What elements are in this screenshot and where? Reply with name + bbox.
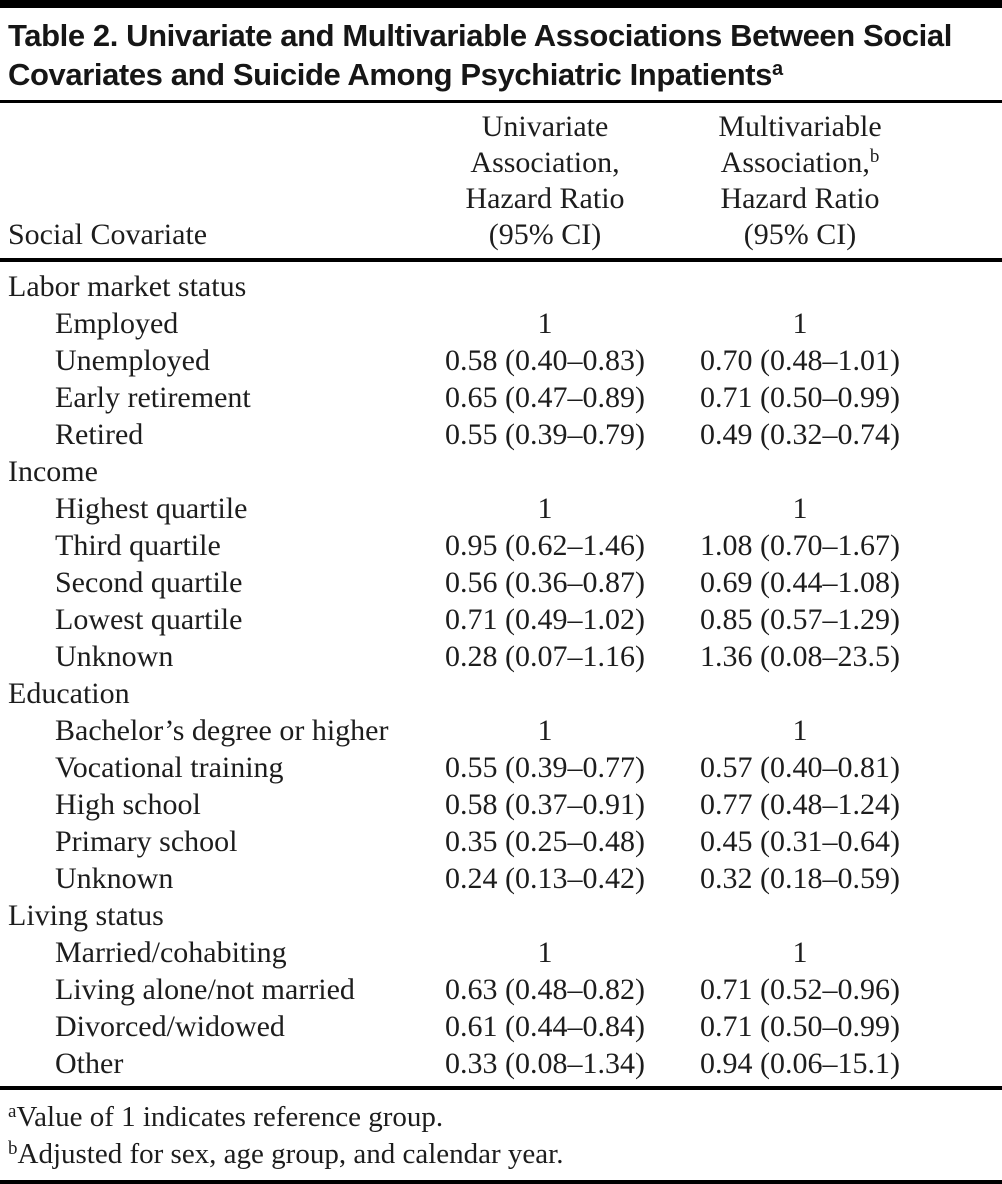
header-univariate-line: Association, (470, 146, 620, 179)
multivariable-value (670, 897, 930, 934)
table-row (0, 601, 1002, 638)
table-row (0, 490, 1002, 527)
footnote-a-text: Value of 1 indicates reference group. (16, 1101, 444, 1133)
header-multivariable-line: (95% CI) (743, 218, 857, 251)
table-row (0, 342, 1002, 379)
univariate-value: 0.58 (0.40–0.83) (445, 344, 645, 377)
table-row (0, 527, 1002, 564)
multivariable-value: 1 (792, 714, 808, 747)
table-row (0, 971, 1002, 1008)
univariate-value: 0.55 (0.39–0.79) (445, 418, 645, 451)
univariate-value: 0.56 (0.36–0.87) (445, 566, 645, 599)
univariate-value: 0.35 (0.25–0.48) (445, 825, 645, 858)
header-univariate-line: (95% CI) (488, 218, 602, 251)
table-row (0, 897, 1002, 934)
univariate-value: 0.63 (0.48–0.82) (445, 973, 645, 1006)
covariate-label: Second quartile (55, 566, 243, 599)
covariate-label: High school (55, 788, 201, 821)
header-multivariable-line: Multivariable (718, 110, 882, 143)
multivariable-value: 0.45 (0.31–0.64) (700, 825, 900, 858)
covariate-section-label: Income (8, 455, 98, 488)
multivariable-value: 0.71 (0.52–0.96) (700, 973, 900, 1006)
covariate-label: Highest quartile (55, 492, 248, 525)
univariate-value: 0.65 (0.47–0.89) (445, 381, 645, 414)
covariate-section-label: Labor market status (8, 270, 247, 303)
top-rule (0, 0, 1002, 8)
multivariable-value: 0.57 (0.40–0.81) (700, 751, 900, 784)
multivariable-value: 0.49 (0.32–0.74) (700, 418, 900, 451)
covariate-label: Unknown (55, 862, 174, 895)
multivariable-value: 0.85 (0.57–1.29) (700, 603, 900, 636)
multivariable-value: 1 (792, 936, 808, 969)
multivariable-value: 0.32 (0.18–0.59) (700, 862, 900, 895)
multivariable-value: 1 (792, 307, 808, 340)
multivariable-value: 1 (792, 492, 808, 525)
multivariable-value: 0.94 (0.06–15.1) (700, 1047, 900, 1080)
covariate-label: Divorced/widowed (55, 1010, 285, 1043)
table-row (0, 860, 1002, 897)
table-title (0, 8, 1002, 100)
covariate-label: Early retirement (55, 381, 251, 414)
table-row (0, 638, 1002, 675)
covariate-label: Employed (55, 307, 179, 340)
table-row (0, 564, 1002, 601)
bottom-rule (0, 1180, 1002, 1184)
table-row (0, 1045, 1002, 1082)
table-header (0, 103, 1002, 258)
table-row (0, 712, 1002, 749)
table-row (0, 305, 1002, 342)
multivariable-value: 1.08 (0.70–1.67) (700, 529, 900, 562)
covariate-label: Other (55, 1047, 124, 1080)
header-multivariable-line: Association,$^b$ (720, 146, 880, 179)
table-row (0, 1008, 1002, 1045)
table-body (0, 262, 1002, 1086)
footnote-b-text: Adjusted for sex, age group, and calendar year. (17, 1138, 564, 1170)
univariate-value: 0.24 (0.13–0.42) (445, 862, 645, 895)
univariate-value: 0.58 (0.37–0.91) (445, 788, 645, 821)
table-row (0, 786, 1002, 823)
univariate-value: 1 (537, 307, 553, 340)
univariate-value: 0.61 (0.44–0.84) (445, 1010, 645, 1043)
multivariable-value: 0.71 (0.50–0.99) (700, 381, 900, 414)
covariate-section-label: Living status (8, 899, 164, 932)
table-title-text: Table 2. Univariate and Multivariable Associations Between Social Covariates and Suicide Among Psychiatric Inpatients (8, 18, 952, 92)
multivariable-value (670, 675, 930, 712)
footnote-b-marker: b (8, 1138, 18, 1159)
multivariable-value (670, 268, 930, 305)
covariate-label: Bachelor’s degree or higher (55, 714, 389, 747)
univariate-value (420, 675, 670, 712)
footnote-b (8, 1136, 994, 1173)
univariate-value: 1 (537, 936, 553, 969)
multivariable-value: 0.71 (0.50–0.99) (700, 1010, 900, 1043)
univariate-value: 1 (537, 714, 553, 747)
footnote-a (8, 1099, 994, 1136)
covariate-label: Vocational training (55, 751, 284, 784)
table-row (0, 416, 1002, 453)
header-multivariable-association (670, 109, 930, 253)
covariate-label: Married/cohabiting (55, 936, 287, 969)
univariate-value (420, 453, 670, 490)
header-social-covariate: Social Covariate (8, 218, 208, 251)
table-row (0, 823, 1002, 860)
multivariable-value: 0.70 (0.48–1.01) (700, 344, 900, 377)
multivariable-value: 0.77 (0.48–1.24) (700, 788, 900, 821)
multivariable-value (670, 453, 930, 490)
covariate-label: Living alone/not married (55, 973, 355, 1006)
univariate-value: 1 (537, 492, 553, 525)
header-univariate-association (420, 109, 670, 253)
header-univariate-line: Hazard Ratio (465, 182, 625, 215)
header-univariate-line: Univariate (481, 110, 609, 143)
table-row (0, 749, 1002, 786)
table-row (0, 453, 1002, 490)
table-row (0, 675, 1002, 712)
univariate-value: 0.71 (0.49–1.02) (445, 603, 645, 636)
footnotes (0, 1090, 1002, 1180)
covariate-label: Unemployed (55, 344, 210, 377)
table-row (0, 379, 1002, 416)
table-row (0, 934, 1002, 971)
covariate-section-label: Education (8, 677, 130, 710)
covariate-label: Third quartile (55, 529, 221, 562)
multivariable-value: 1.36 (0.08–23.5) (700, 640, 900, 673)
univariate-value: 0.33 (0.08–1.34) (445, 1047, 645, 1080)
covariate-label: Unknown (55, 640, 174, 673)
univariate-value: 0.95 (0.62–1.46) (445, 529, 645, 562)
univariate-value: 0.55 (0.39–0.77) (445, 751, 645, 784)
multivariable-value: 0.69 (0.44–1.08) (700, 566, 900, 599)
table-title-superscript: a (772, 58, 783, 80)
covariate-label: Retired (55, 418, 144, 451)
header-multivariable-superscript: b (869, 146, 880, 167)
covariate-label: Lowest quartile (55, 603, 243, 636)
univariate-value (420, 897, 670, 934)
table-row (0, 268, 1002, 305)
footnote-a-marker: a (8, 1101, 17, 1122)
univariate-value (420, 268, 670, 305)
univariate-value: 0.28 (0.07–1.16) (445, 640, 645, 673)
covariate-label: Primary school (55, 825, 238, 858)
header-multivariable-line: Hazard Ratio (720, 182, 880, 215)
